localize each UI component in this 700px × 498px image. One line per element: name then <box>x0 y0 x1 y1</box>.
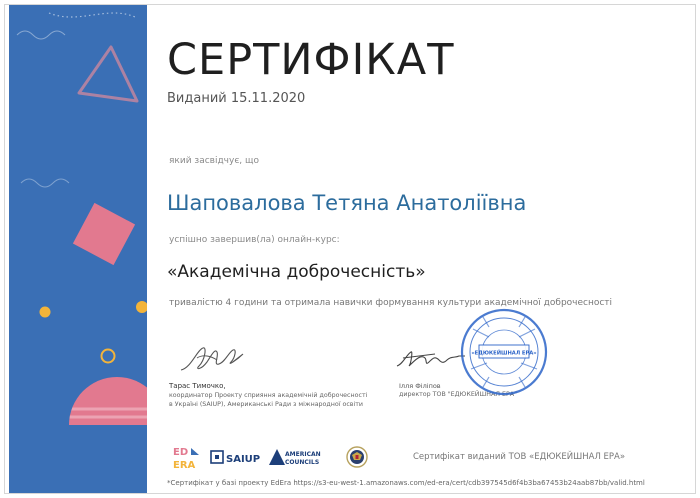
signature-1 <box>177 340 247 376</box>
company-stamp <box>459 307 549 397</box>
recipient-name: Шаповалова Тетяна Анатоліївна <box>167 191 527 215</box>
edera-logo <box>173 447 199 471</box>
certificate-title: СЕРТИФІКАТ <box>167 35 455 85</box>
saiup-logo <box>211 451 260 465</box>
signatory-2-name: Ілля Філіпов <box>399 382 441 390</box>
decorative-shapes <box>9 5 147 494</box>
issue-date: Виданий 15.11.2020 <box>167 91 306 106</box>
certificate-frame <box>4 4 696 494</box>
certificate-content <box>167 5 695 494</box>
signatory-1-role: координатор Проекту сприяння академічній доброчесності в Україні (SAIUP), Американські Ради з міжнародної освіти <box>169 392 368 408</box>
edera-logo-line1: ED <box>173 447 189 458</box>
american-councils-line1: AMERICAN <box>285 451 321 458</box>
us-seal-icon <box>347 447 367 467</box>
certifies-text: який засвідчує, що <box>169 156 259 166</box>
saiup-logo-text: SAIUP <box>226 454 261 465</box>
course-name: «Академічна доброчесність» <box>167 262 426 282</box>
american-councils-logo <box>269 449 321 466</box>
signatory-1-name: Тарас Тимочко, <box>169 382 226 390</box>
signature-2 <box>395 344 467 374</box>
verification-link-note[interactable]: *Сертифікат у базі проекту EdEra https://s3-eu-west-1.amazonaws.com/ed-era/cert/cdb397545d6f4b3ba67453b24aab87bb/valid.html <box>167 479 645 487</box>
signatory-2-role: директор ТОВ "ЕДЮКЕЙШНАЛ ЕРА" <box>399 391 518 398</box>
partner-logos <box>173 443 373 471</box>
american-councils-line2: COUNCILS <box>285 459 320 466</box>
course-duration: тривалістю 4 години та отримала навички формування культури академічної доброчесності <box>169 298 613 308</box>
decorative-band <box>9 5 147 494</box>
stamp-center-text: «ЕДЮКЕЙШНАЛ ЕРА» <box>471 350 537 357</box>
completed-text: успішно завершив(ла) онлайн-курс: <box>169 235 340 245</box>
edera-logo-line2: ERA <box>173 460 196 471</box>
issued-by-text: Сертифікат виданий ТОВ «ЕДЮКЕЙШНАЛ ЕРА» <box>413 452 626 462</box>
